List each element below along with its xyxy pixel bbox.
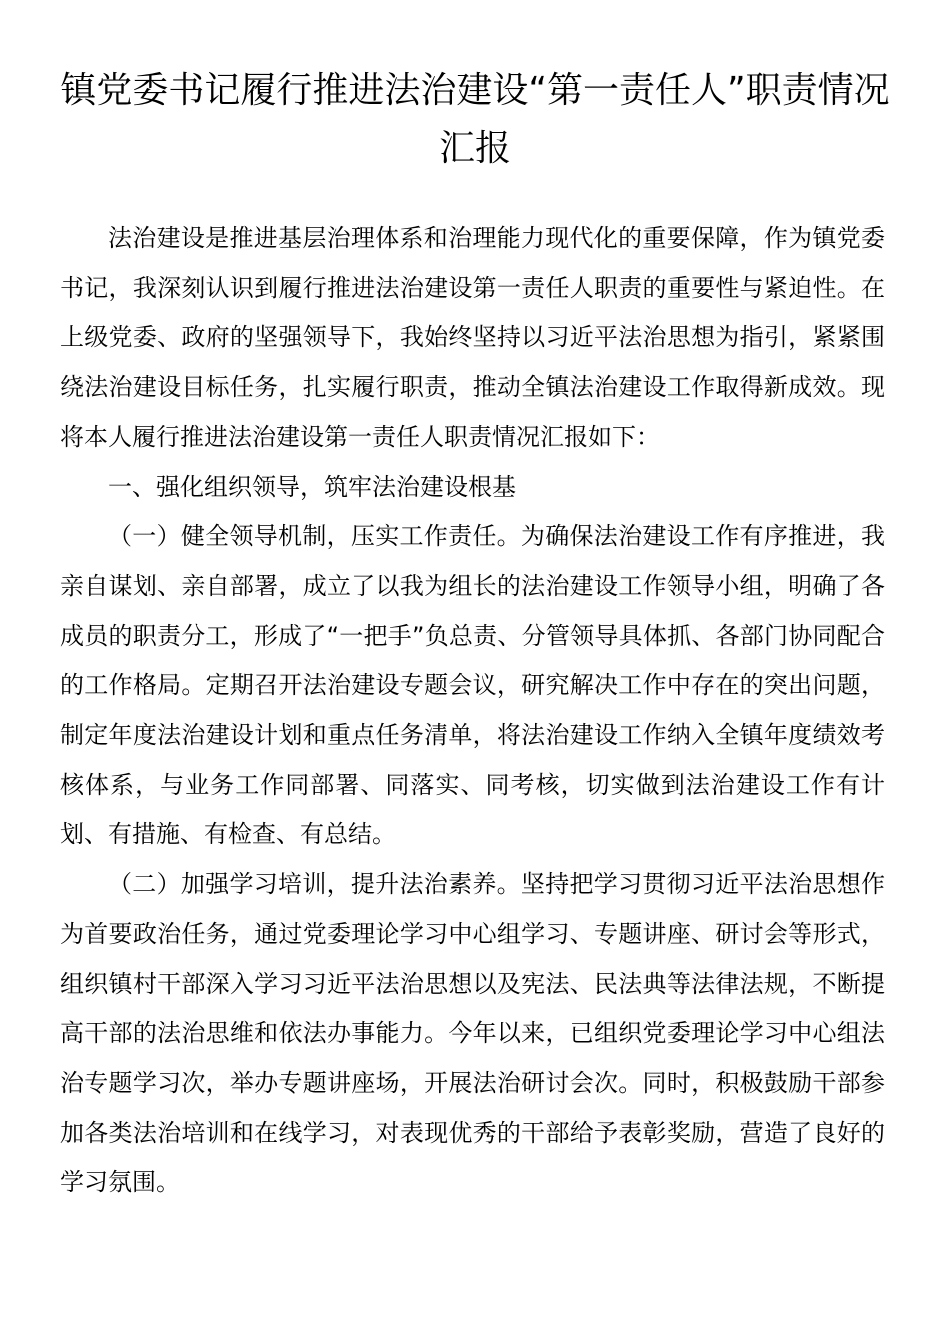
section-heading: 一、强化组织领导，筑牢法治建设根基 <box>108 472 516 501</box>
document-body <box>60 214 885 1208</box>
subsection-paragraph-2: （二）加强学习培训，提升法治素养。坚持把学习贯彻习近平法治思想作为首要政治任务，通过党委理论学习中心组学习、专题讲座、研讨会等形式，组织镇村干部深入学习习近平法治思想以及宪法、民法典等法律法规，不断提高干部的法治思维和依法办事能力。今年以来，已组织党委理论学习中心组法治专题学习次，举办专题讲座场，开展法治研讨会次。同时，积极鼓励干部参加各类法治培训和在线学习，对表现优秀的干部给予表彰奖励，营造了良好的学习氛围。 <box>60 870 885 1197</box>
subsection-paragraph-1: （一）健全领导机制，压实工作责任。为确保法治建设工作有序推进，我亲自谋划、亲自部署，成立了以我为组长的法治建设工作领导小组，明确了各成员的职责分工，形成了“一把手”负总责、分管领导具体抓、各部门协同配合的工作格局。定期召开法治建设专题会议，研究解决工作中存在的突出问题，制定年度法治建设计划和重点任务清单，将法治建设工作纳入全镇年度绩效考核体系，与业务工作同部署、同落实、同考核，切实做到法治建设工作有计划、有措施、有检查、有总结。 <box>60 522 885 849</box>
document-title: 镇党委书记履行推进法治建设“第一责任人”职责情况汇报 <box>60 70 890 169</box>
intro-paragraph: 法治建设是推进基层治理体系和治理能力现代化的重要保障，作为镇党委书记，我深刻认识到履行推进法治建设第一责任人职责的重要性与紧迫性。在上级党委、政府的坚强领导下，我始终坚持以习近平法治思想为指引，紧紧围绕法治建设目标任务，扎实履行职责，推动全镇法治建设工作取得新成效。现将本人履行推进法治建设第一责任人职责情况汇报如下： <box>60 224 885 451</box>
